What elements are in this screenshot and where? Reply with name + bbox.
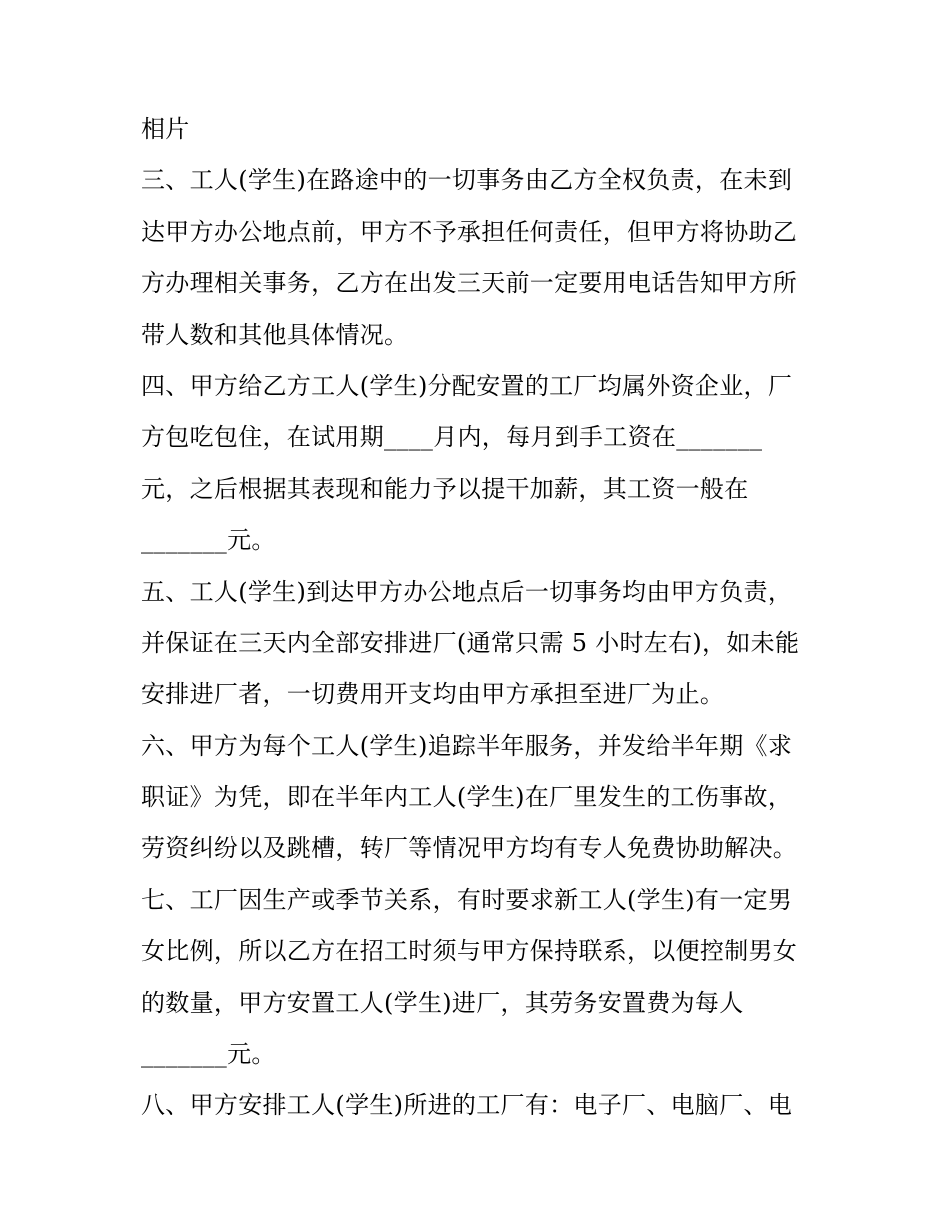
document-body [141,104,821,1132]
text-line: 女比例，所以乙方在招工时须与甲方保持联系，以便控制男女 [141,937,798,966]
text-line: _______元。 [141,526,276,555]
text-line: _______元。 [141,1040,276,1069]
text-line: 的数量，甲方安置工人(学生)进厂，其劳务安置费为每人 [141,988,744,1017]
text-line: 职证》为凭，即在半年内工人(学生)在厂里发生的工伤事故， [141,783,793,812]
text-line: 三、工人(学生)在路途中的一切事务由乙方全权负责，在未到 [141,166,793,195]
text-line: 四、甲方给乙方工人(学生)分配安置的工厂均属外资企业，厂 [141,371,793,400]
text-line: 劳资纠纷以及跳槽，转厂等情况甲方均有专人免费协助解决。 [141,834,798,863]
text-line: 带人数和其他具体情况。 [141,320,409,349]
text-line-photo: 相片 [141,115,190,143]
text-line: 八、甲方安排工人(学生)所进的工厂有：电子厂、电脑厂、电 [141,1091,793,1120]
text-line: 安排进厂者，一切费用开支均由甲方承担至进厂为止。 [141,680,725,709]
text-line: 五、工人(学生)到达甲方办公地点后一切事务均由甲方负责， [141,577,793,606]
text-line: 达甲方办公地点前，甲方不予承担任何责任，但甲方将协助乙 [141,217,798,246]
text-line: 七、工厂因生产或季节关系，有时要求新工人(学生)有一定男 [141,885,793,914]
text-line: 元，之后根据其表现和能力予以提干加薪，其工资一般在 [141,474,749,503]
text-line: 六、甲方为每个工人(学生)追踪半年服务，并发给半年期《求 [141,731,793,760]
text-line: 方办理相关事务，乙方在出发三天前一定要用电话告知甲方所 [141,269,798,298]
text-line: 方包吃包住，在试用期____月内，每月到手工资在_______ [141,423,763,452]
text-line: 并保证在三天内全部安排进厂(通常只需 5 小时左右)，如未能 [141,628,800,657]
